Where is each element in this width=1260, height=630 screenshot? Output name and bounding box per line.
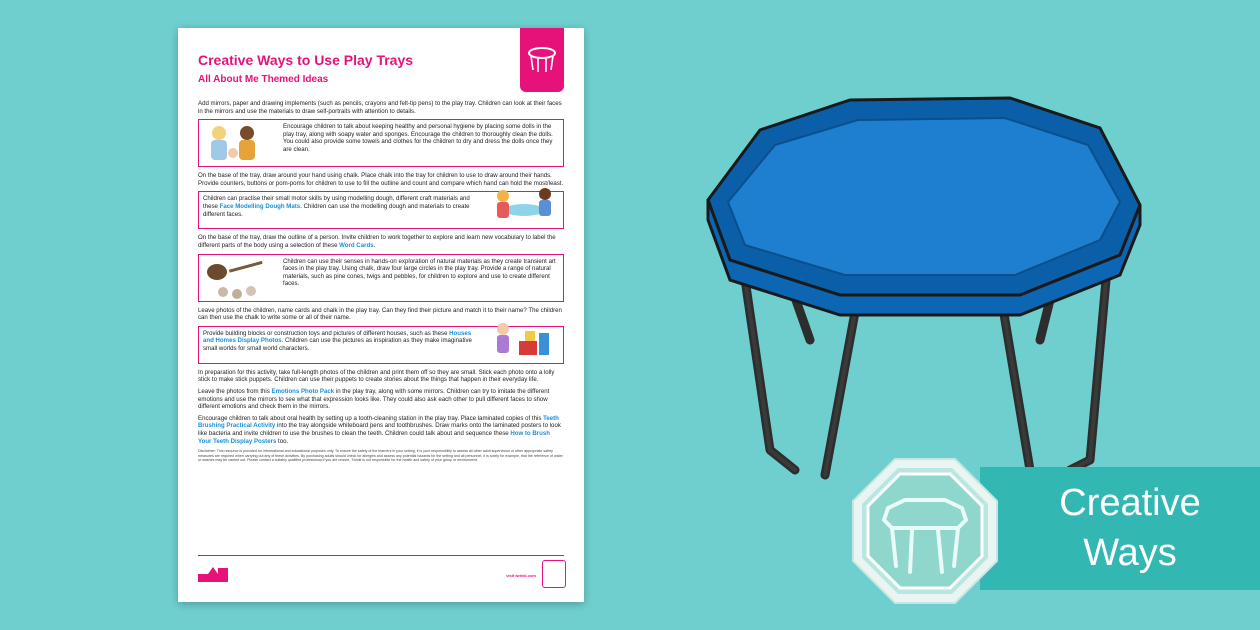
how-to-brush-teeth-posters-link[interactable]: How to Brush Your Teeth Display Posters [198, 429, 550, 445]
idea-text: . [373, 241, 376, 249]
idea-box [198, 326, 564, 364]
face-modelling-dough-mats-link[interactable]: Face Modelling Dough Mats [219, 202, 301, 210]
play-tray-illustration [700, 90, 1150, 490]
emotions-photo-pack-link[interactable]: Emotions Photo Pack [271, 387, 335, 395]
idea-box [198, 254, 564, 302]
idea-text: Leave the photos from this [198, 387, 272, 395]
children-modelling-illustration [489, 184, 559, 228]
building-blocks-illustration [489, 319, 559, 363]
idea-text: On the base of the tray, draw the outline of a person. Invite children to work together to explore and learn new vocabulary to label the different parts of the body using a selection of these [198, 234, 556, 249]
idea-text: Children can use their senses in hands-on exploration of natural materials as they create transient art faces in the play tray. Using chalk, draw four large circles in the play tray. Provide a range of natural materials, such as pine cones, twigs and pebbles, for children to explore and use to create different faces. [283, 257, 556, 288]
idea-text: too. [276, 437, 289, 445]
idea-paragraph: In preparation for this activity, take full-length photos of the children and print them off so they are small. Stick each photo onto a lolly stick to make stick puppets. Children can use their puppets to create stories about the things that happen in their everyday life. [198, 368, 555, 384]
children-with-dolls-illustration [203, 123, 273, 167]
idea-paragraph: On the base of the tray, draw around your hand using chalk. Place chalk into the tray for children to use to draw around their hands. Provide counters, buttons or pom-poms for children to use to fill the outline and count and compare which hand can hold the most/least. [198, 172, 564, 187]
idea-paragraph: Add mirrors, paper and drawing implements (such as pencils, crayons and felt-tip pens) to the play tray. Children can look at their faces in the mirrors and use the materials to draw self-portraits with attention to details. [198, 100, 562, 115]
idea-text: Encourage children to talk about keeping healthy and personal hygiene by placing some dolls in the play tray, along with soapy water and sponges. Encourage the children to thoroughly clean the dolls. You could also provide some towels and clothes for the children to dry and dress the dolls once they are clean. [283, 123, 553, 153]
idea-paragraph [198, 388, 564, 411]
idea-paragraph [198, 234, 564, 249]
idea-text: . Children can use the modelling dough and materials to create different faces. [203, 202, 470, 218]
building-blocks-icon [198, 564, 228, 582]
footer-url[interactable]: visit twinkl.com [506, 573, 536, 578]
banner-line-1: Creative [1059, 482, 1201, 524]
idea-text: . Children can use the pictures as inspiration as they make imaginative small worlds for small world characters. [203, 337, 472, 352]
idea-paragraph [198, 415, 564, 445]
idea-text: Provide building blocks or construction toys and pictures of different houses, such as these [203, 329, 450, 337]
idea-box [198, 119, 564, 167]
twinkl-logo [542, 560, 566, 588]
idea-box [198, 191, 564, 229]
idea-text: in the play tray, along with some mirrors. Children can try to imitate the different emotions and use the mirrors to see what that expression looks like. They could also ask each other to pull different faces to show different emotions and check them in the mirrors. [198, 387, 550, 411]
worksheet-page [178, 28, 584, 602]
document-subtitle: All About Me Themed Ideas [198, 74, 329, 85]
houses-and-homes-display-photos-link[interactable]: Houses and Homes Display Photos [203, 329, 472, 345]
idea-paragraph: Leave photos of the children, name cards and chalk in the play tray. Can they find their picture and match it to their name? The children can then use the chalk to write some or all of their name. [198, 306, 562, 322]
banner-title [1020, 478, 1240, 578]
disclaimer: Disclaimer: This resource is provided for informational and educational purposes only. To ensure the safety of the learners in your setting, it is your responsibility to assess all other adult supervision or other appropriate safety measures are required when carrying out any of these activities. By purchasing adults should check for allergies and assess any potential hazards for the setting and all personnel. It is solely for example, that the reference of water or washes may be carried out. Please contact a suitably qualified professional if you are unsure. Twinkl is not responsible for the health and safety of your group or environment. [198, 449, 563, 462]
document-title: Creative Ways to Use Play Trays [198, 52, 414, 68]
idea-text: Encourage children to talk about oral health by setting up a tooth-cleaning station in the play tray. Place laminated copies of this [198, 414, 544, 422]
document-content [198, 100, 564, 466]
idea-text: Children can practise their small motor skills by using modelling dough, different craft materials and these [203, 195, 470, 210]
play-tray-icon [850, 456, 1000, 606]
corner-badge [520, 28, 564, 92]
word-cards-link[interactable]: Word Cards [339, 241, 374, 249]
banner-line-2: Ways [1083, 532, 1177, 574]
play-tray-icon [526, 46, 558, 74]
teeth-brushing-practical-activity-link[interactable]: Teeth Brushing Practical Activity [198, 414, 559, 430]
idea-text: into the tray alongside whiteboard pens and toothbrushes. Draw marks onto the laminated posters to look like bacteria and invite children to use the brushes to clean the teeth. Children could talk about and sequence these [198, 422, 561, 437]
natural-materials-illustration [203, 258, 273, 302]
footer-divider [198, 555, 564, 556]
